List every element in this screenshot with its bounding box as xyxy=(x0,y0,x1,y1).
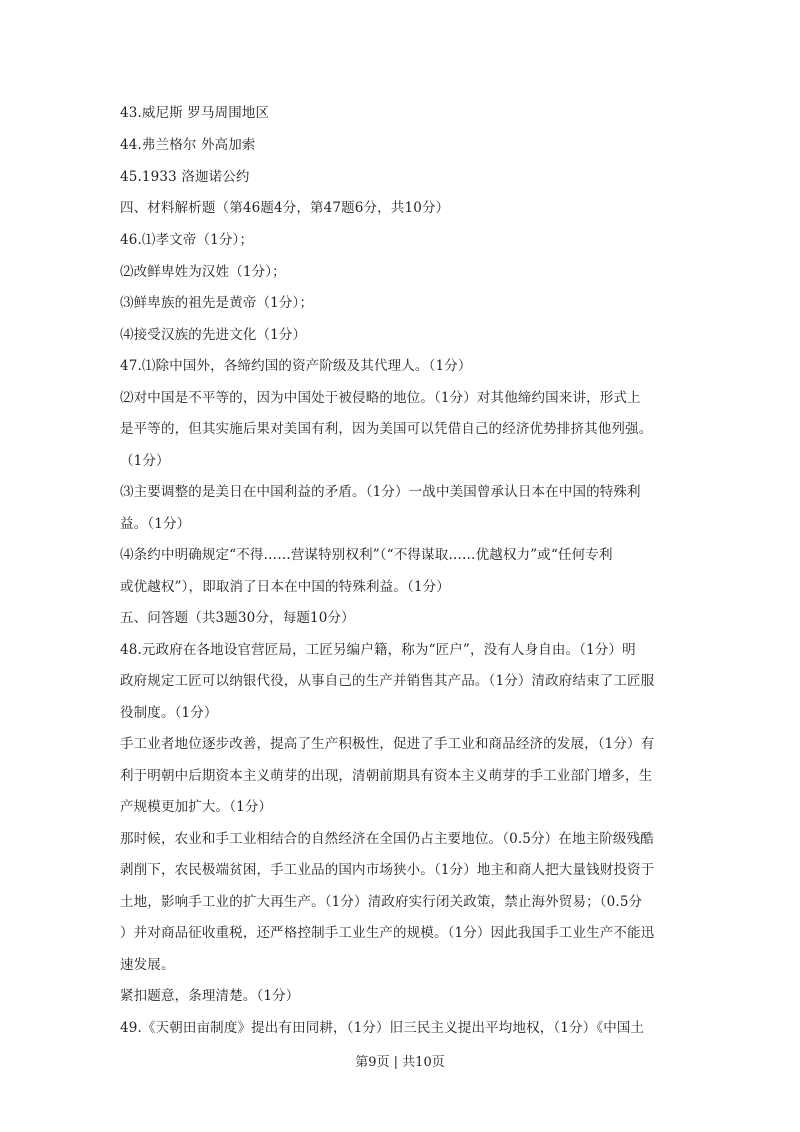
answer-line: 益。（1分） xyxy=(120,516,191,532)
answer-line: ⑷接受汉族的先进文化（1分） xyxy=(120,327,307,343)
answer-line: 43.威尼斯 罗马周围地区 xyxy=(120,105,270,121)
answer-line: ⑶主要调整的是美日在中国利益的矛盾。（1分）一战中美国曾承认日本在中国的特殊利 xyxy=(120,484,641,500)
answer-line: 47.⑴除中国外，各缔约国的资产阶级及其代理人。（1分） xyxy=(120,358,472,374)
answer-line: 44.弗兰格尔 外高加索 xyxy=(120,137,256,153)
answer-line: 紧扣题意，条理清楚。（1分） xyxy=(120,988,300,1004)
answer-line: 46.⑴孝文帝（1分）； xyxy=(120,232,254,248)
answer-line: 48.元政府在各地设官营匠局，工匠另编户籍，称为“匠户”，没有人身自由。（1分）明 xyxy=(120,642,636,658)
answer-line: 剥削下，农民极端贫困，手工业品的国内市场狭小。（1分）地主和商人把大量钱财投资于 xyxy=(120,862,655,878)
answer-line: 产规模更加扩大。（1分） xyxy=(120,799,273,815)
answer-line: 49.《天朝田亩制度》提出有田同耕，（1分）旧三民主义提出平均地权，（1分）《中国土 xyxy=(120,1020,645,1036)
section-heading: 四、材料解析题（第46题4分，第47题6分，共10分） xyxy=(120,200,450,216)
answer-line: 政府规定工匠可以纳银代役，从事自己的生产并销售其产品。（1分）清政府结束了工匠服 xyxy=(120,673,655,689)
answer-line: 45.1933 洛迦诺公约 xyxy=(120,169,250,185)
answer-line: 那时候，农业和手工业相结合的自然经济在全国仍占主要地位。（0.5分）在地主阶级残酷 xyxy=(120,831,654,847)
answer-line: ）并对商品征收重税，还严格控制手工业生产的规模。（1分）因此我国手工业生产不能迅 xyxy=(120,925,655,941)
answer-line: ⑷条约中明确规定“不得……营谋特别权利”（“不得谋取……优越权力”或“任何专利 xyxy=(120,547,613,563)
answer-line: ⑵对中国是不平等的，因为中国处于被侵略的地位。（1分）对其他缔约国来讲，形式上 xyxy=(120,390,641,406)
answer-line: 手工业者地位逐步改善，提高了生产积极性，促进了手工业和商品经济的发展，（1分）有 xyxy=(120,736,655,752)
answer-line: 役制度。（1分） xyxy=(120,705,218,721)
answer-line: （1分） xyxy=(120,453,170,469)
answer-line: 土地，影响手工业的扩大再生产。（1分）清政府实行闭关政策，禁止海外贸易；（0.5分 xyxy=(120,894,643,910)
answer-line: 速发展。 xyxy=(120,957,175,973)
answer-line: ⑶鲜卑族的祖先是黄帝（1分）； xyxy=(120,295,314,311)
answer-line: 或优越权”），即取消了日本在中国的特殊利益。（1分） xyxy=(120,579,450,595)
answer-line: 利于明朝中后期资本主义萌芽的出现，清朝前期具有资本主义萌芽的手工业部门增多，生 xyxy=(120,768,653,784)
answer-line: ⑵改鲜卑姓为汉姓（1分）； xyxy=(120,264,286,280)
page-footer: 第9页 | 共10页 xyxy=(355,1055,445,1070)
answer-line: 是平等的，但其实施后果对美国有利，因为美国可以凭借自己的经济优势排挤其他列强。 xyxy=(120,421,653,437)
section-heading: 五、问答题（共3题30分，每题10分） xyxy=(120,610,355,626)
